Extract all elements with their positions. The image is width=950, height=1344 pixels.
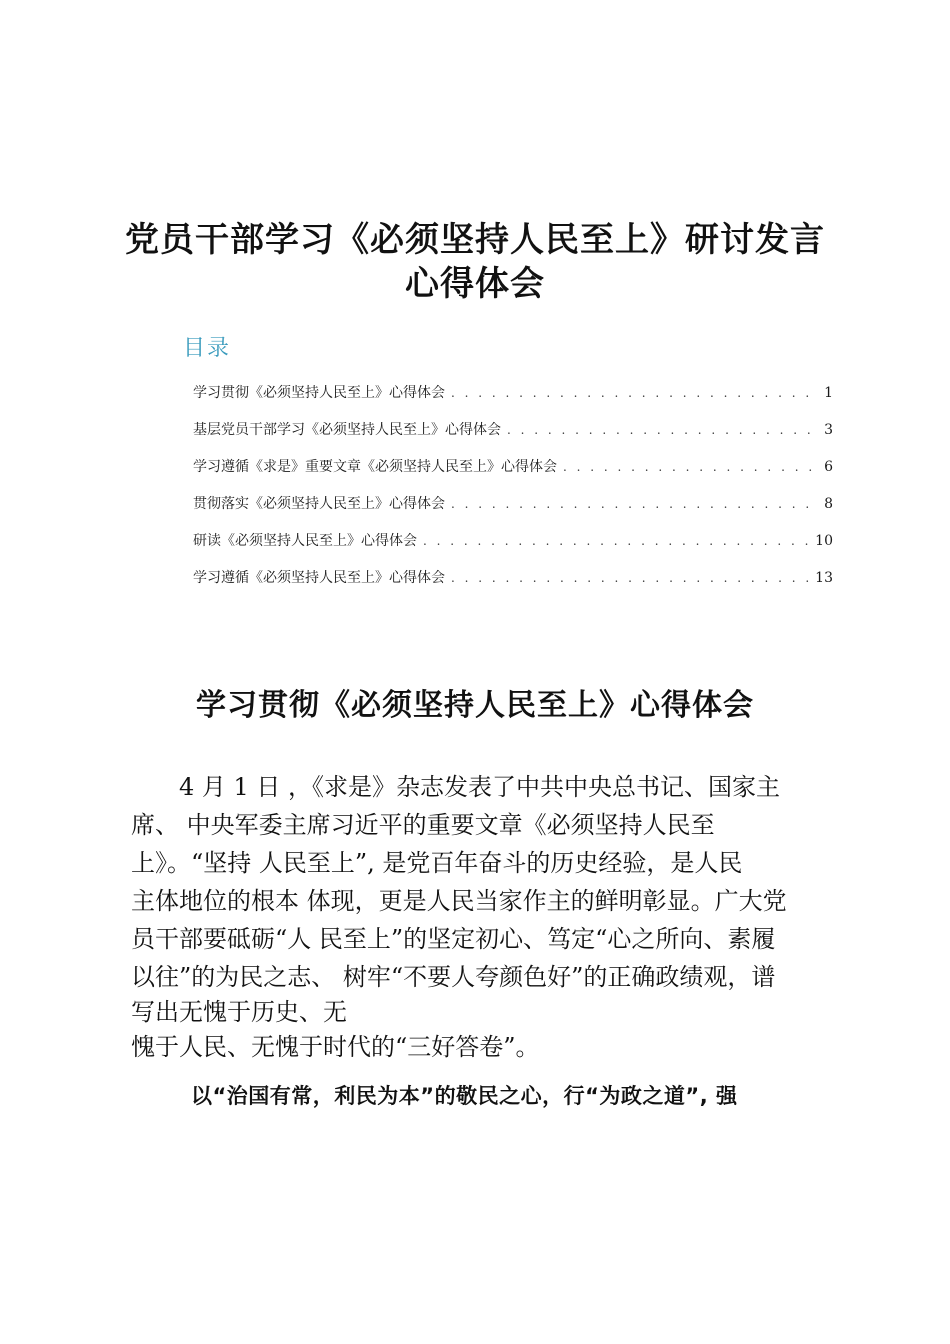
paragraph-line: 席、 中央军委主席习近平的重要文章《必须坚持人民至	[131, 811, 715, 839]
toc-heading: 目录	[183, 336, 232, 361]
toc-item[interactable]	[193, 382, 833, 419]
paragraph-line: 4 月 1 日 ，《求是》杂志发表了中共中央总书记、国家主	[179, 773, 781, 801]
body-paragraph	[131, 768, 836, 1066]
document-title-line-2: 心得体会	[405, 264, 545, 304]
toc-item-text: 学习贯彻《必须坚持人民至上》心得体会	[193, 385, 445, 401]
toc-item[interactable]	[193, 493, 833, 530]
toc-leader-dots	[563, 460, 813, 474]
paragraph-line: 上》。“坚持 人民至上”, 是党百年奋斗的历史经验，是人民	[131, 849, 743, 877]
toc-leader-dots	[423, 534, 809, 548]
toc-leader-dots	[451, 497, 813, 511]
toc-item-text: 研读《必须坚持人民至上》心得体会	[193, 533, 417, 549]
paragraph-line: 写出无愧于历史、无	[131, 998, 347, 1026]
toc-item-text: 基层党员干部学习《必须坚持人民至上》心得体会	[193, 422, 501, 438]
toc-item-page: 1	[824, 385, 833, 401]
toc-item-page: 6	[824, 459, 833, 475]
toc-leader-dots	[507, 423, 813, 437]
toc-item-page: 8	[824, 496, 833, 512]
bold-paragraph-start: 以“治国有常，利民为本”的敬民之心，行“为政之道”, 强	[191, 1084, 738, 1108]
paragraph-line: 员干部要砥砺“人 民至上”的坚定初心、笃定“心之所向、素履	[131, 925, 776, 953]
table-of-contents	[193, 382, 833, 604]
toc-item-text: 学习遵循《必须坚持人民至上》心得体会	[193, 570, 445, 586]
document-title	[100, 218, 850, 306]
toc-leader-dots	[451, 386, 813, 400]
toc-item[interactable]	[193, 530, 833, 567]
toc-item[interactable]	[193, 456, 833, 493]
paragraph-line: 主体地位的根本 体现，更是人民当家作主的鲜明彰显。广大党	[131, 887, 787, 915]
toc-item-page: 13	[815, 570, 833, 586]
section-title: 学习贯彻《必须坚持人民至上》心得体会	[196, 688, 754, 723]
paragraph-line: 以往”的为民之志、 树牢“不要人夸颜色好”的正确政绩观，谱	[131, 963, 776, 991]
document-title-line-1: 党员干部学习《必须坚持人民至上》研讨发言	[125, 220, 825, 260]
toc-item[interactable]	[193, 419, 833, 456]
paragraph-line: 愧于人民、无愧于时代的“三好答卷”。	[131, 1033, 540, 1061]
toc-item[interactable]	[193, 567, 833, 604]
toc-leader-dots	[451, 571, 809, 585]
toc-item-text: 贯彻落实《必须坚持人民至上》心得体会	[193, 496, 445, 512]
toc-item-page: 3	[824, 422, 833, 438]
toc-item-page: 10	[815, 533, 833, 549]
toc-item-text: 学习遵循《求是》重要文章《必须坚持人民至上》心得体会	[193, 459, 557, 475]
